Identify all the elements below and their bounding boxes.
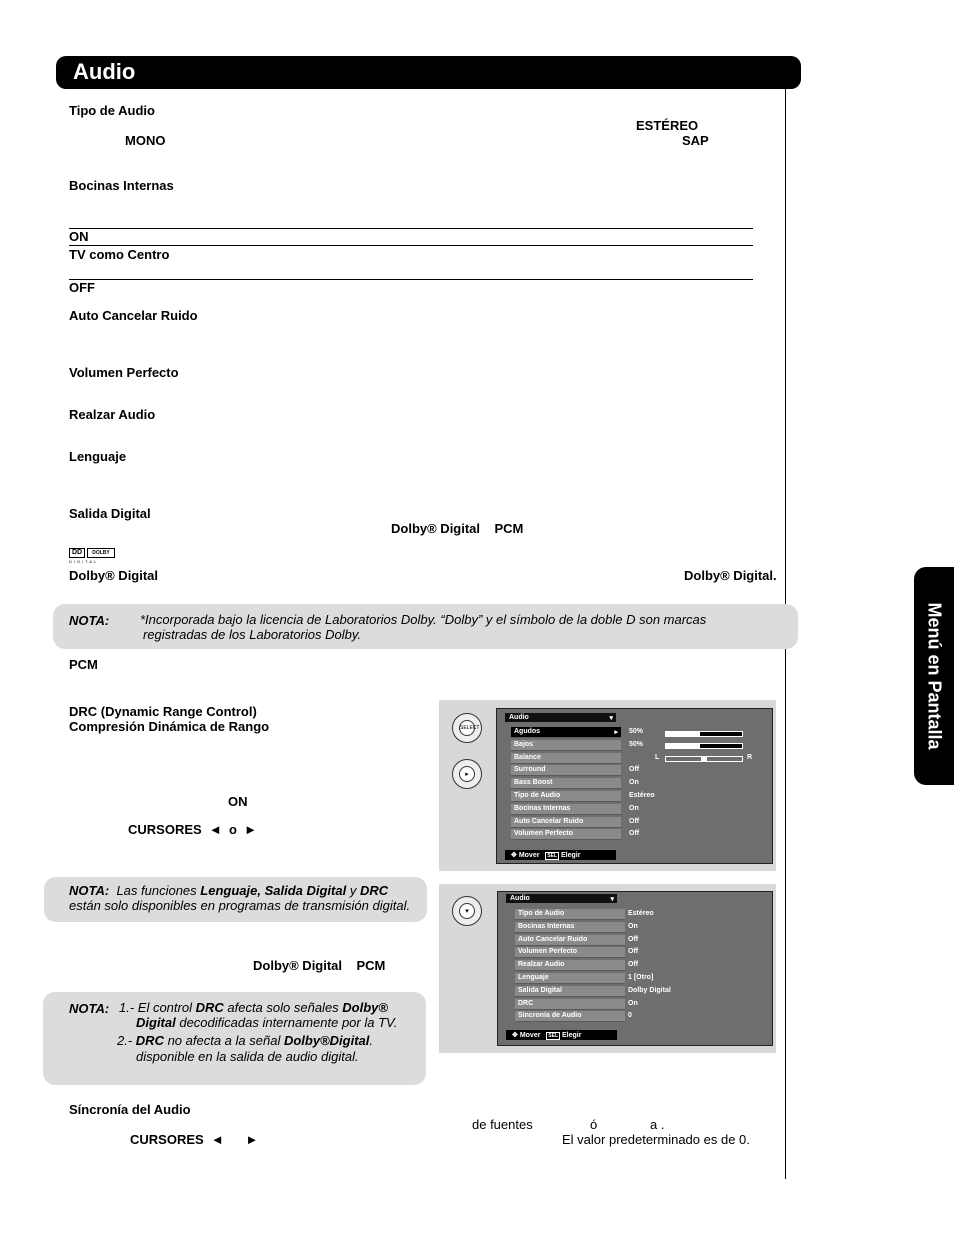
sincronia-cursores: CURSORES ◄ ► bbox=[130, 1132, 259, 1147]
drc-title: DRC (Dynamic Range Control) bbox=[69, 704, 257, 719]
menu-row-value: Off bbox=[628, 961, 639, 969]
salida-dolby-right: Dolby® Digital. bbox=[684, 568, 777, 583]
menu-row[interactable]: Bocinas Internas bbox=[515, 922, 625, 933]
sincronia-text: de fuentes bbox=[472, 1117, 533, 1132]
menu-row[interactable]: Agudos ▸ bbox=[511, 727, 621, 738]
drc-subtitle: Compresión Dinámica de Rango bbox=[69, 719, 270, 734]
table-divider bbox=[69, 279, 753, 280]
drc-on: ON bbox=[228, 794, 248, 809]
sincronia-title: Síncronía del Audio bbox=[69, 1102, 191, 1117]
menu-screenshot bbox=[439, 884, 776, 1053]
note-text: *Incorporada bajo la licencia de Laboratorios Dolby. “Dolby” y el símbolo de la doble D son marcas bbox=[140, 612, 707, 627]
bocinas-on: ON bbox=[69, 229, 89, 244]
menu-row[interactable]: Salida Digital bbox=[515, 986, 625, 997]
cursor-pad-icon: ▸ bbox=[452, 759, 482, 789]
menu-screenshot bbox=[439, 700, 776, 871]
menu-row-value: On bbox=[629, 779, 639, 787]
menu-row[interactable]: Bajos bbox=[511, 740, 621, 751]
menu-row[interactable]: Bass Boost bbox=[511, 778, 621, 789]
menu-row-value: Off bbox=[628, 948, 639, 956]
note-text: 1.- El control DRC afecta solo señales Dolby® bbox=[119, 1000, 388, 1015]
note-text: registradas de los Laboratorios Dolby. bbox=[143, 627, 361, 642]
bocinas-off: OFF bbox=[69, 280, 95, 295]
tv-screen bbox=[496, 708, 773, 864]
menu-row-value: Estéreo bbox=[629, 792, 655, 799]
bajos-bar bbox=[665, 743, 743, 749]
menu-row[interactable]: Tipo de Audio bbox=[511, 791, 621, 802]
drc-cursores: CURSORES ◄ o ► bbox=[128, 822, 258, 837]
volumen-title: Volumen Perfecto bbox=[69, 365, 179, 380]
menu-row-value: Off bbox=[629, 817, 640, 825]
sincronia-default: El valor predeterminado es de 0. bbox=[562, 1132, 750, 1147]
note-text: NOTA: Las funciones Lenguaje, Salida Digital y DRC bbox=[69, 883, 389, 898]
auto-cancelar-title: Auto Cancelar Ruido bbox=[69, 308, 198, 323]
note-label: NOTA: bbox=[69, 613, 110, 628]
menu-row[interactable]: Surround bbox=[511, 765, 621, 776]
table-divider bbox=[69, 245, 753, 246]
menu-header: Audio ▾ bbox=[505, 713, 616, 722]
chevron-right-icon: ▸ bbox=[614, 729, 618, 736]
note-box bbox=[44, 877, 427, 922]
balance-bar bbox=[665, 756, 743, 762]
menu-row[interactable]: Balance bbox=[511, 753, 621, 764]
sincronia-text: ó bbox=[590, 1117, 598, 1132]
estereo-label: ESTÉREO bbox=[636, 118, 699, 133]
note-label: NOTA: bbox=[69, 1001, 110, 1016]
menu-row[interactable]: Tipo de Audio bbox=[515, 909, 625, 920]
balance-r: R bbox=[747, 754, 753, 761]
mono-label: MONO bbox=[125, 133, 166, 148]
lenguaje-title: Lenguaje bbox=[69, 449, 127, 464]
menu-row-value: 50% bbox=[629, 740, 644, 748]
sap-label: SAP bbox=[682, 133, 709, 148]
sincronia-text: a . bbox=[650, 1117, 665, 1132]
drc-options: Dolby® Digital PCM bbox=[253, 958, 386, 973]
menu-footer: ✥ Mover SEL Elegir bbox=[505, 850, 616, 860]
agudos-bar bbox=[665, 731, 743, 737]
menu-header: Audio ▾ bbox=[506, 894, 617, 903]
realzar-title: Realzar Audio bbox=[69, 407, 156, 422]
menu-row-value: Dolby Digital bbox=[628, 986, 671, 994]
balance-l: L bbox=[655, 754, 660, 761]
menu-row[interactable]: Auto Cancelar Ruido bbox=[515, 935, 625, 946]
side-tab-label: Menú en Pantalla bbox=[924, 602, 945, 750]
cursor-pad-icon: ▾ bbox=[452, 896, 482, 926]
note-text: disponible en la salida de audio digital. bbox=[136, 1049, 359, 1064]
menu-row-value: Off bbox=[629, 830, 640, 838]
bocinas-title: Bocinas Internas bbox=[69, 178, 174, 193]
select-button-icon: SELECT bbox=[452, 713, 482, 743]
tipo-audio-title: Tipo de Audio bbox=[69, 103, 155, 118]
bocinas-tv-centro: TV como Centro bbox=[69, 247, 170, 262]
note-box bbox=[53, 604, 798, 649]
menu-row-value: On bbox=[629, 804, 639, 812]
note-text: Digital decodificadas internamente por la TV. bbox=[136, 1015, 398, 1030]
note-box bbox=[43, 992, 426, 1085]
salida-dolby-left: Dolby® Digital bbox=[69, 568, 159, 583]
dolby-logo: DD DOLBY DIGITAL bbox=[69, 548, 119, 564]
menu-row[interactable]: Volumen Perfecto bbox=[515, 947, 625, 958]
menu-row-value: 1 [Otro] bbox=[628, 974, 654, 981]
table-divider bbox=[69, 228, 753, 229]
page-title: Audio bbox=[56, 56, 801, 89]
menu-row-value: 0 bbox=[628, 1012, 632, 1020]
menu-row[interactable]: Auto Cancelar Ruido bbox=[511, 817, 621, 828]
menu-row-value: Estéreo bbox=[628, 910, 654, 917]
menu-row-value: Off bbox=[629, 766, 640, 774]
side-tab bbox=[914, 567, 954, 785]
menu-row[interactable]: Lenguaje bbox=[515, 973, 625, 984]
menu-row-value: Off bbox=[628, 935, 639, 943]
salida-title: Salida Digital bbox=[69, 506, 151, 521]
tv-screen bbox=[497, 891, 773, 1046]
menu-row[interactable]: Sincronía de Audio bbox=[515, 1011, 625, 1022]
note-text: están solo disponibles en programas de transmisión digital. bbox=[69, 898, 411, 913]
menu-footer: ✥ Mover SEL Elegir bbox=[506, 1030, 617, 1040]
menu-row[interactable]: Realzar Audio bbox=[515, 960, 625, 971]
menu-row-value: 50% bbox=[629, 728, 644, 735]
menu-row-value: On bbox=[628, 922, 638, 930]
menu-row[interactable]: Volumen Perfecto bbox=[511, 829, 621, 840]
menu-row-value: On bbox=[628, 999, 638, 1007]
pcm-title: PCM bbox=[69, 657, 98, 672]
menu-row[interactable]: Bocinas Internas bbox=[511, 804, 621, 815]
note-text: 2.- DRC no afecta a la señal Dolby®Digital. bbox=[117, 1033, 373, 1048]
salida-options: Dolby® Digital PCM bbox=[391, 521, 524, 536]
menu-row[interactable]: DRC bbox=[515, 999, 625, 1010]
